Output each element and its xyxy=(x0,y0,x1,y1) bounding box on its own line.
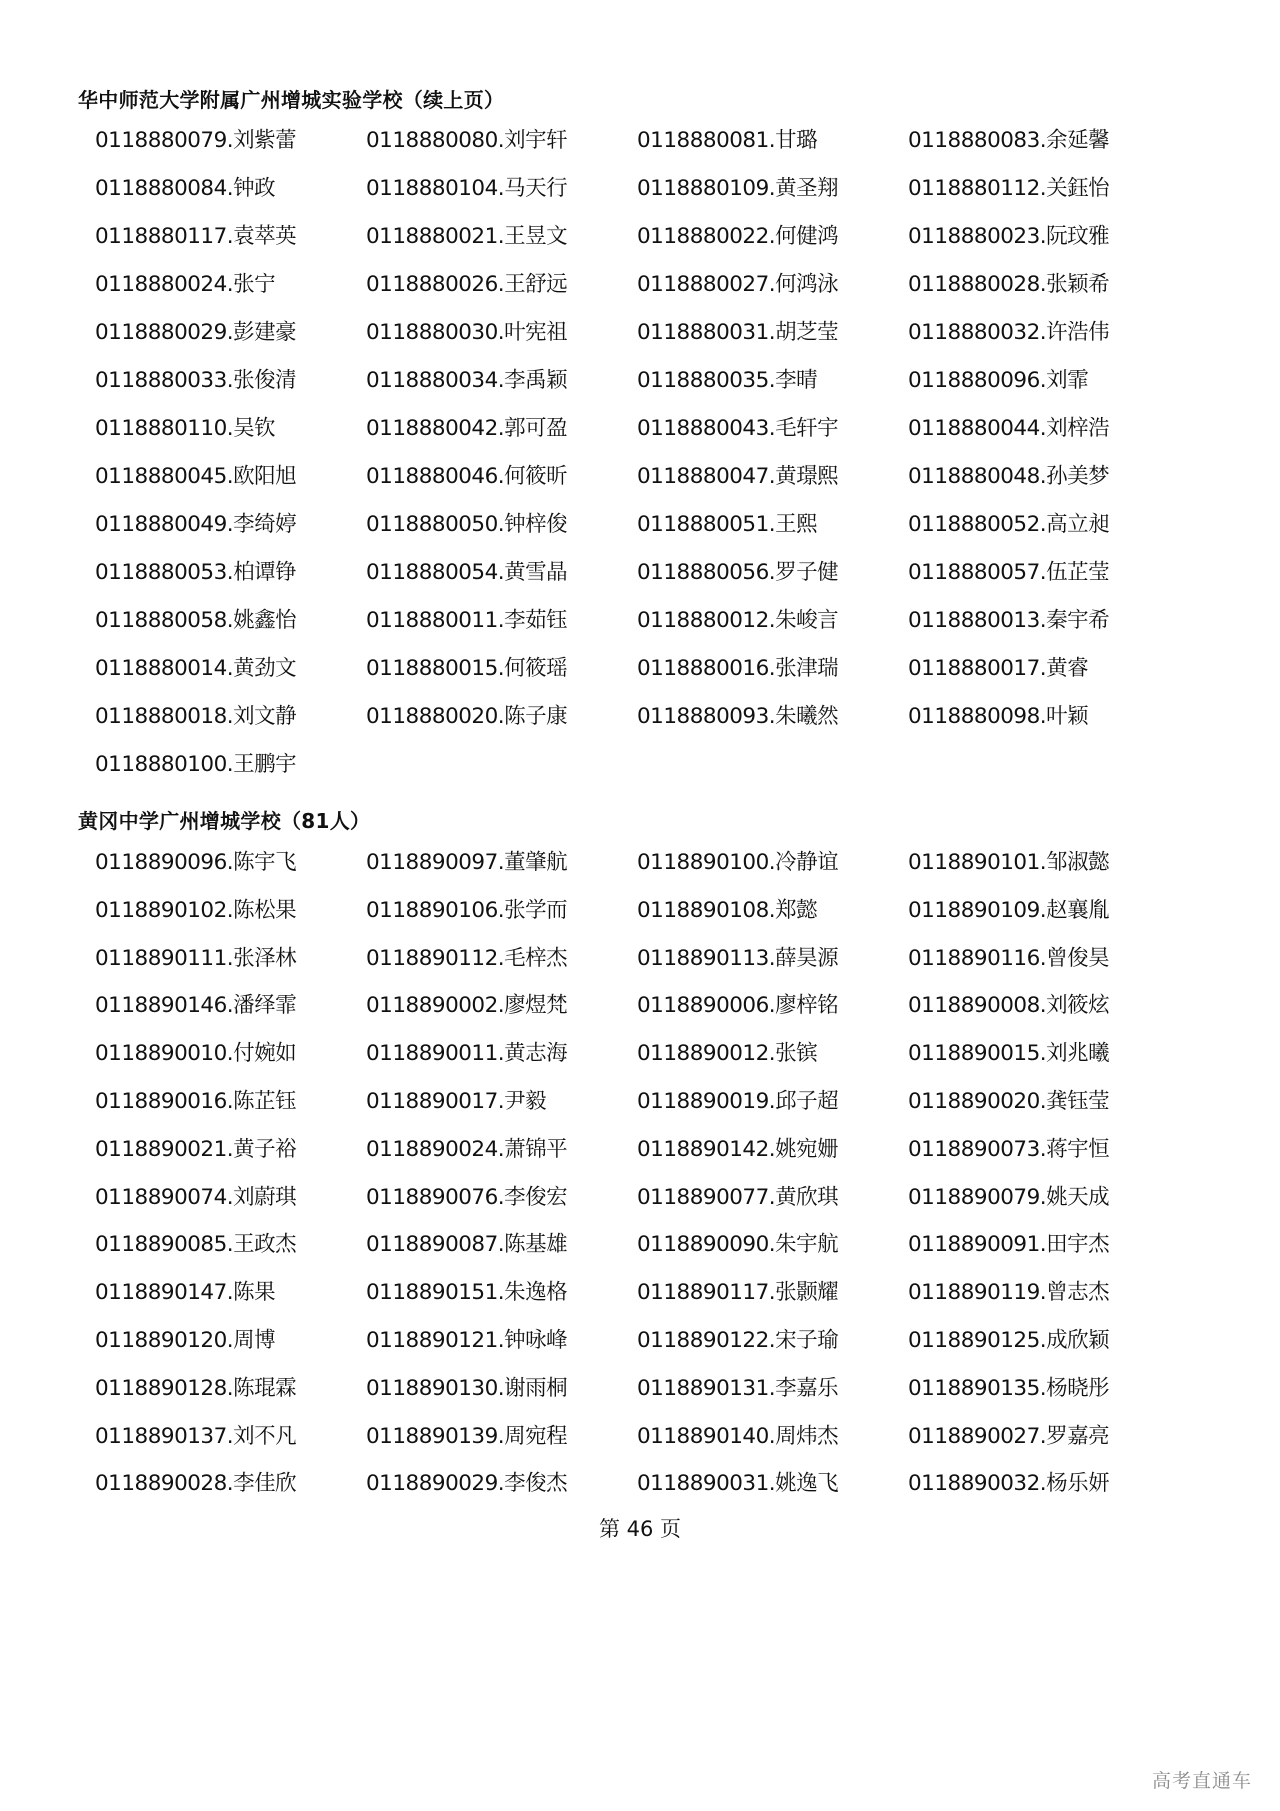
list-item: 0118890027.罗嘉亮 xyxy=(908,1423,1110,1449)
list-item: 0118890024.萧锦平 xyxy=(366,1136,568,1162)
list-item: 0118880052.高立昶 xyxy=(908,512,1110,537)
list-item: 0118880017.黄睿 xyxy=(908,656,1089,681)
list-item: 0118890116.曾俊昊 xyxy=(908,945,1110,971)
list-item: 0118880014.黄劲文 xyxy=(95,656,297,681)
list-item: 0118890017.尹毅 xyxy=(366,1088,547,1114)
list-item: 0118890090.朱宇航 xyxy=(637,1232,839,1258)
list-item: 0118890125.成欣颖 xyxy=(908,1327,1110,1353)
list-item: 0118880020.陈子康 xyxy=(366,704,568,729)
list-item: 0118890109.赵襄胤 xyxy=(908,897,1110,923)
list-item: 0118880011.李茹钰 xyxy=(366,608,568,633)
list-item: 0118890006.廖梓铭 xyxy=(637,993,839,1019)
list-item: 0118880032.许浩伟 xyxy=(908,320,1110,345)
list-item: 0118890120.周博 xyxy=(95,1327,276,1353)
list-item: 0118880083.余延馨 xyxy=(908,128,1110,153)
list-item: 0118890010.付婉如 xyxy=(95,1041,297,1067)
list-item: 0118880046.何筱昕 xyxy=(366,464,568,489)
list-item: 0118880015.何筱瑶 xyxy=(366,656,568,681)
list-item: 0118890100.冷静谊 xyxy=(637,850,839,875)
list-item: 0118890020.龚钰莹 xyxy=(908,1088,1110,1114)
section-title-huanggang: 黄冈中学广州增城学校（81人） xyxy=(78,809,371,833)
list-item: 0118890117.张颢耀 xyxy=(637,1280,839,1306)
list-item: 0118890077.黄欣琪 xyxy=(637,1184,839,1210)
list-item: 0118890119.曾志杰 xyxy=(908,1280,1110,1306)
list-item: 0118880049.李绮婷 xyxy=(95,512,297,537)
list-item: 0118890021.黄子裕 xyxy=(95,1136,297,1162)
list-item: 0118890128.陈琨霖 xyxy=(95,1375,297,1401)
list-item: 0118880050.钟梓俊 xyxy=(366,512,568,537)
list-item: 0118890139.周宛程 xyxy=(366,1423,568,1449)
page-number: 第 46 页 xyxy=(598,1517,682,1541)
list-item: 0118890096.陈宇飞 xyxy=(95,850,297,875)
list-item: 0118890140.周炜杰 xyxy=(637,1423,839,1449)
list-item: 0118890029.李俊杰 xyxy=(366,1471,568,1497)
list-item: 0118880047.黄璟熙 xyxy=(637,464,839,489)
list-item: 0118890085.王政杰 xyxy=(95,1232,297,1258)
list-item: 0118880053.柏谭铮 xyxy=(95,560,297,585)
list-item: 0118880022.何健鸿 xyxy=(637,224,839,249)
list-item: 0118880030.叶宪祖 xyxy=(366,320,568,345)
list-item: 0118880117.袁萃英 xyxy=(95,224,297,249)
list-item: 0118890142.姚宛姗 xyxy=(637,1136,839,1162)
list-item: 0118880035.李晴 xyxy=(637,368,818,393)
list-item: 0118890087.陈基雄 xyxy=(366,1232,568,1258)
list-item: 0118880081.甘璐 xyxy=(637,128,818,153)
list-item: 0118880034.李禹颖 xyxy=(366,368,568,393)
list-item: 0118890091.田宇杰 xyxy=(908,1232,1110,1258)
list-item: 0118890076.李俊宏 xyxy=(366,1184,568,1210)
list-item: 0118890073.蒋宇恒 xyxy=(908,1136,1110,1162)
list-item: 0118880109.黄圣翔 xyxy=(637,176,839,201)
list-item: 0118890137.刘不凡 xyxy=(95,1423,297,1449)
list-item: 0118880112.关鈺怡 xyxy=(908,176,1110,201)
list-item: 0118890079.姚天成 xyxy=(908,1184,1110,1210)
list-item: 0118890019.邱子超 xyxy=(637,1088,839,1114)
list-item: 0118880100.王鹏宇 xyxy=(95,752,297,777)
list-item: 0118880048.孙美梦 xyxy=(908,464,1110,489)
list-item: 0118880045.欧阳旭 xyxy=(95,464,297,489)
list-item: 0118880018.刘文静 xyxy=(95,704,297,729)
list-item: 0118880084.钟政 xyxy=(95,176,276,201)
list-item: 0118890146.潘绎霏 xyxy=(95,993,297,1019)
list-item: 0118880098.叶颖 xyxy=(908,704,1089,729)
list-item: 0118890112.毛梓杰 xyxy=(366,945,568,971)
list-item: 0118880051.王熙 xyxy=(637,512,818,537)
list-item: 0118890130.谢雨桐 xyxy=(366,1375,568,1401)
list-item: 0118890028.李佳欣 xyxy=(95,1471,297,1497)
list-item: 0118880057.伍芷莹 xyxy=(908,560,1110,585)
list-item: 0118890016.陈芷钰 xyxy=(95,1088,297,1114)
list-item: 0118890012.张镔 xyxy=(637,1041,818,1067)
list-item: 0118880029.彭建豪 xyxy=(95,320,297,345)
list-item: 0118880026.王舒远 xyxy=(366,272,568,297)
list-item: 0118890032.杨乐妍 xyxy=(908,1471,1110,1497)
list-item: 0118890113.薛昊源 xyxy=(637,945,839,971)
list-item: 0118880033.张俊清 xyxy=(95,368,297,393)
list-item: 0118890002.廖煜梵 xyxy=(366,993,568,1019)
list-item: 0118890106.张学而 xyxy=(366,897,568,923)
list-item: 0118890031.姚逸飞 xyxy=(637,1471,839,1497)
list-item: 0118880093.朱曦然 xyxy=(637,704,839,729)
list-item: 0118880058.姚鑫怡 xyxy=(95,608,297,633)
list-item: 0118890147.陈果 xyxy=(95,1280,276,1306)
list-item: 0118880043.毛轩宇 xyxy=(637,416,839,441)
list-item: 0118880096.刘霏 xyxy=(908,368,1089,393)
list-item: 0118880079.刘紫蕾 xyxy=(95,128,297,153)
list-item: 0118880080.刘宇轩 xyxy=(366,128,568,153)
watermark-text: 高考直通车 xyxy=(1151,1770,1252,1792)
section-title-huazhong: 华中师范大学附属广州增城实验学校（续上页） xyxy=(78,88,505,112)
list-item: 0118880031.胡芝莹 xyxy=(637,320,839,345)
list-item: 0118890101.邹淑懿 xyxy=(908,850,1110,875)
list-item: 0118890015.刘兆曦 xyxy=(908,1041,1110,1067)
list-item: 0118890135.杨晓彤 xyxy=(908,1375,1110,1401)
list-item: 0118890122.宋子瑜 xyxy=(637,1327,839,1353)
list-item: 0118880044.刘梓浩 xyxy=(908,416,1110,441)
list-item: 0118890131.李嘉乐 xyxy=(637,1375,839,1401)
list-item: 0118880016.张津瑞 xyxy=(637,656,839,681)
list-item: 0118880027.何鸿泳 xyxy=(637,272,839,297)
list-item: 0118880021.王昱文 xyxy=(366,224,568,249)
name-list-huazhong xyxy=(95,124,1235,796)
list-item: 0118890111.张泽林 xyxy=(95,945,297,971)
list-item: 0118880013.秦宇希 xyxy=(908,608,1110,633)
list-item: 0118880028.张颖希 xyxy=(908,272,1110,297)
name-list-huanggang xyxy=(95,846,1235,1515)
list-item: 0118880042.郭可盈 xyxy=(366,416,568,441)
list-item: 0118890102.陈松果 xyxy=(95,897,297,923)
list-item: 0118890108.郑懿 xyxy=(637,897,818,923)
list-item: 0118890008.刘筱炫 xyxy=(908,993,1110,1019)
list-item: 0118880012.朱峻言 xyxy=(637,608,839,633)
list-item: 0118890011.黄志海 xyxy=(366,1041,568,1067)
list-item: 0118880024.张宁 xyxy=(95,272,276,297)
list-item: 0118880110.吴钦 xyxy=(95,416,276,441)
list-item: 0118890074.刘蔚琪 xyxy=(95,1184,297,1210)
list-item: 0118880056.罗子健 xyxy=(637,560,839,585)
list-item: 0118880054.黄雪晶 xyxy=(366,560,568,585)
list-item: 0118880104.马天行 xyxy=(366,176,568,201)
list-item: 0118890097.董肇航 xyxy=(366,850,568,875)
list-item: 0118880023.阮玟雅 xyxy=(908,224,1110,249)
list-item: 0118890121.钟咏峰 xyxy=(366,1327,568,1353)
list-item: 0118890151.朱逸格 xyxy=(366,1280,568,1306)
